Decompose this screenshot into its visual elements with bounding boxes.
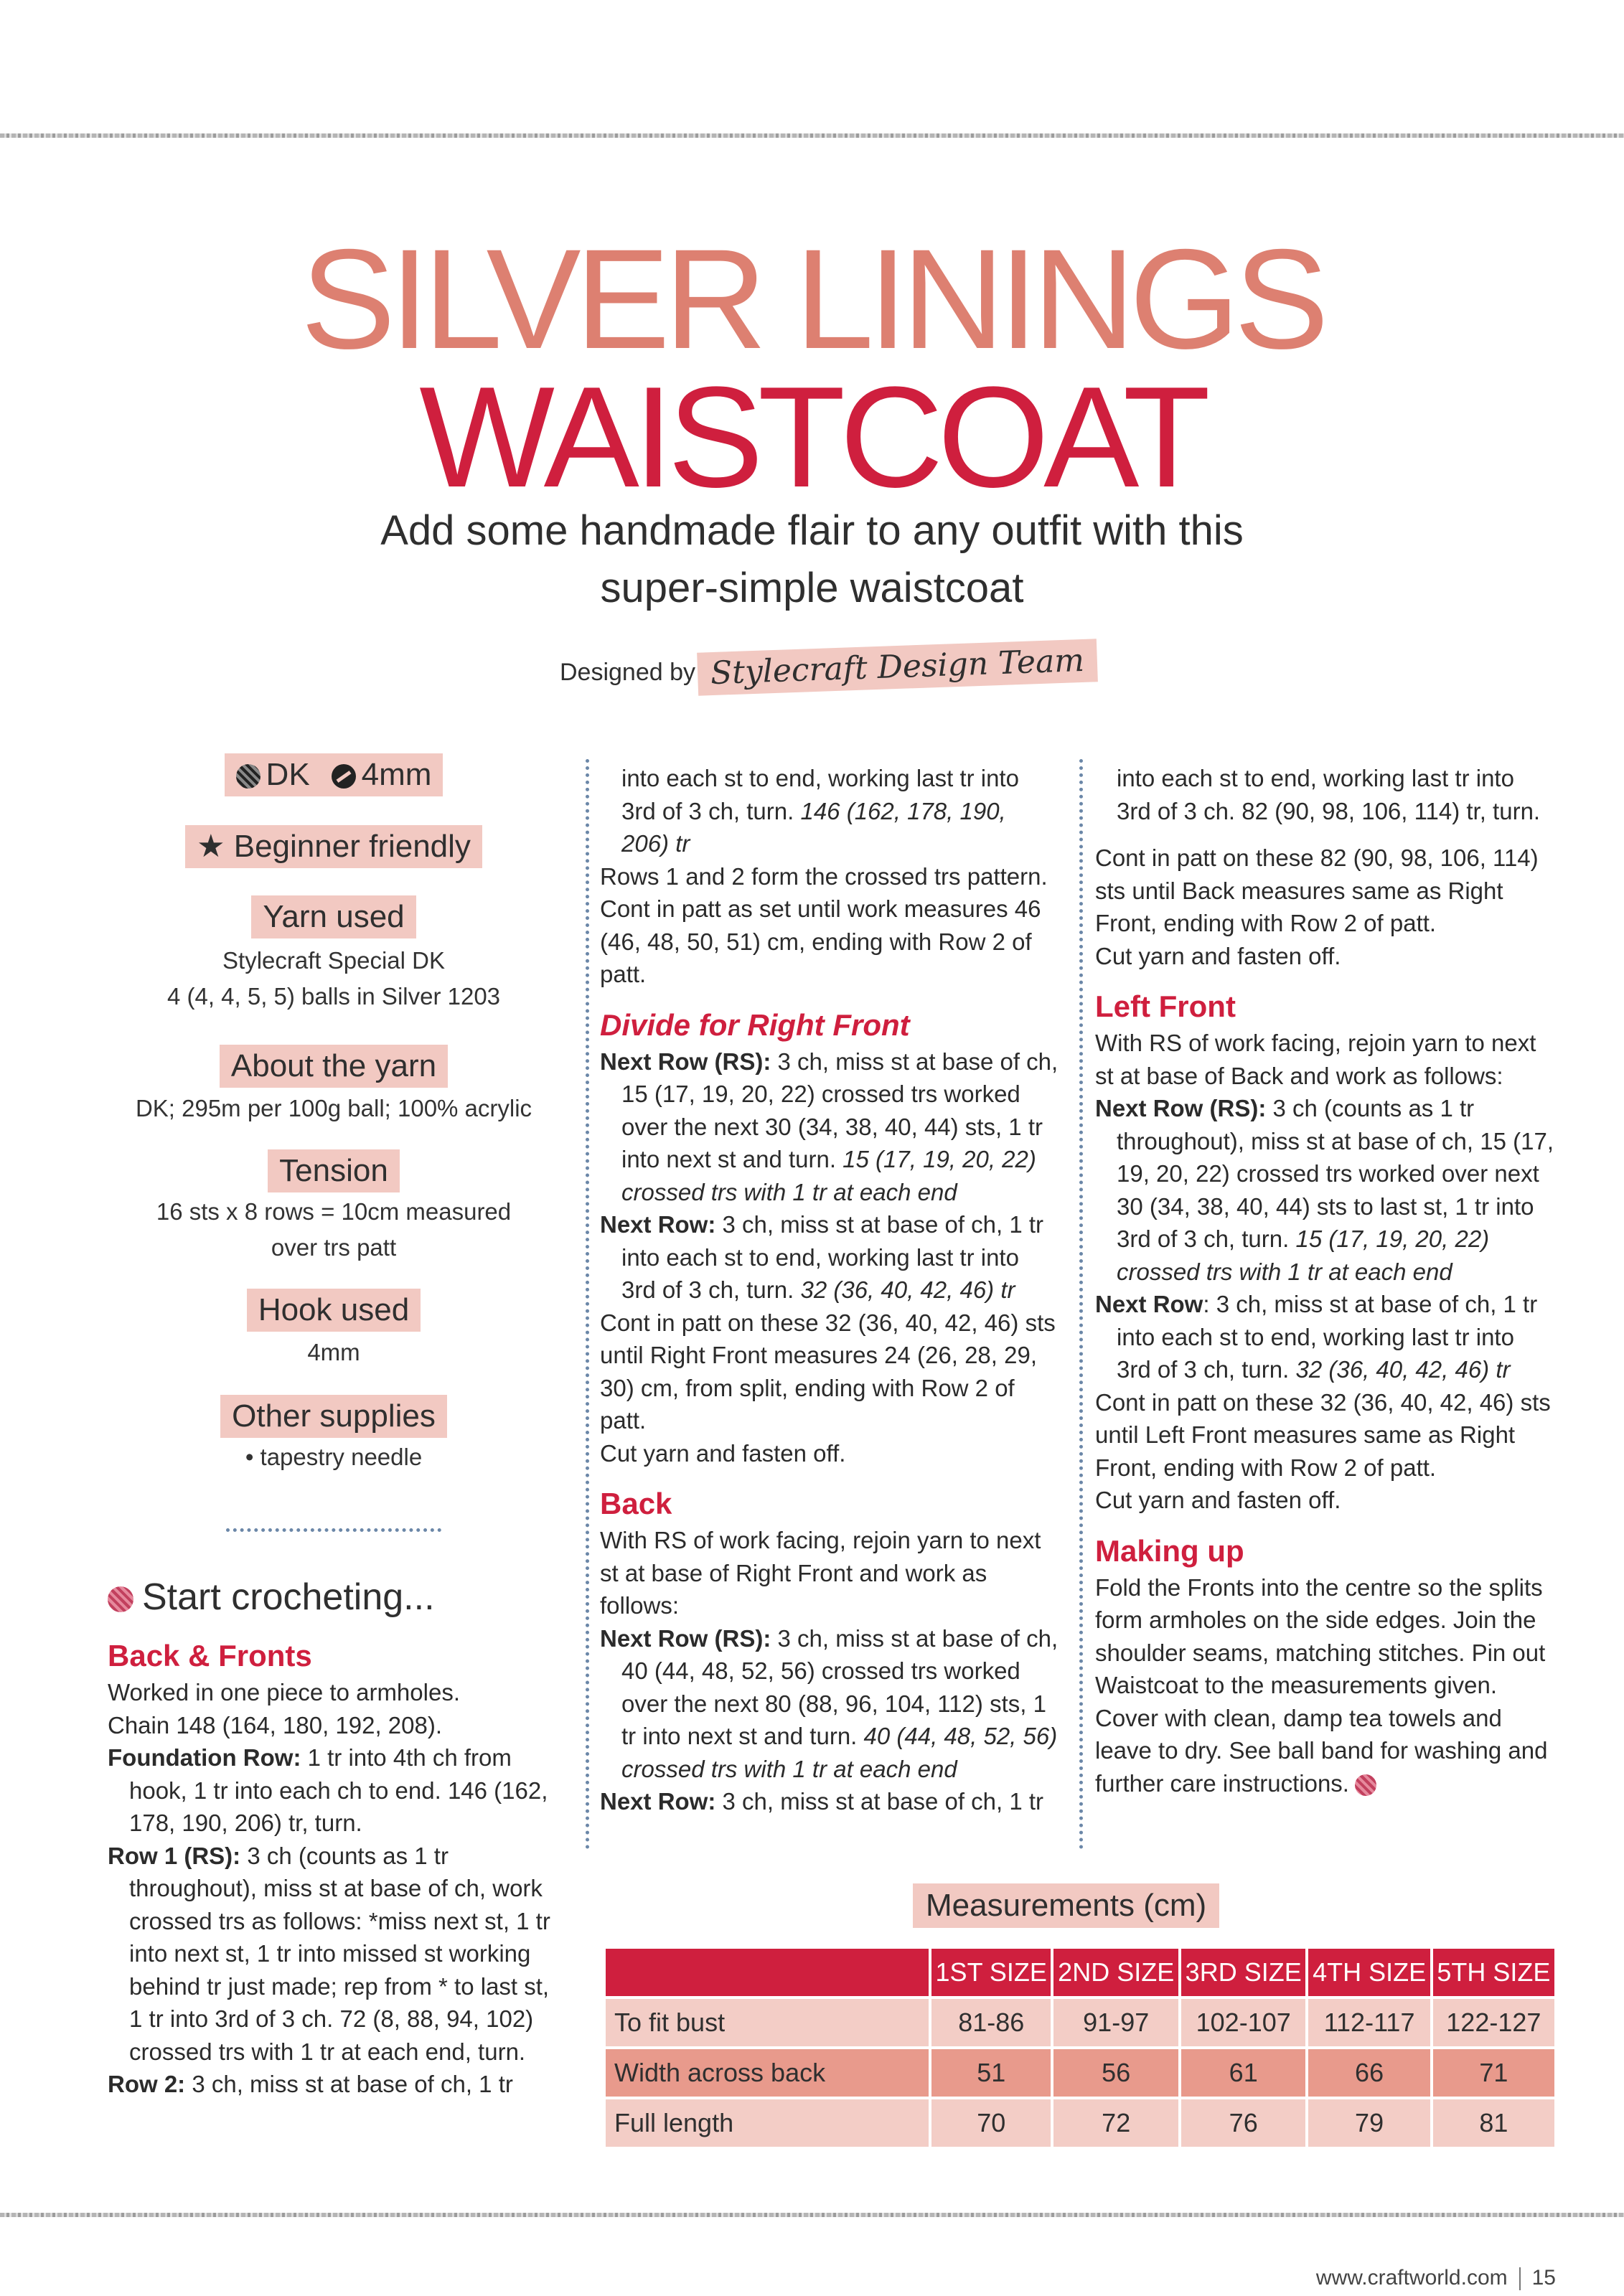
subtitle-line-2: super-simple waistcoat	[600, 565, 1024, 611]
heading-left-front: Left Front	[1095, 989, 1236, 1023]
start-crocheting-heading	[108, 1576, 435, 1619]
about-yarn-tag: About the yarn	[220, 1045, 448, 1088]
para-foundation-row	[108, 1741, 567, 1840]
footer	[1316, 2266, 1556, 2290]
divide-next-row-count: 32 (36, 40, 42, 46) tr	[794, 1276, 1015, 1303]
left-next-row-count: 32 (36, 40, 42, 46) tr	[1289, 1356, 1511, 1383]
measurements-table	[603, 1946, 1557, 2150]
table-cell: 71	[1433, 2049, 1554, 2097]
yarn-used-line-2: 4 (4, 4, 5, 5) balls in Silver 1203	[166, 983, 501, 1010]
yarn-weight: DK	[266, 757, 310, 792]
hook-size: 4mm	[361, 757, 432, 792]
table-cell: 112-117	[1308, 1999, 1430, 2046]
instructions-column-2	[600, 762, 1059, 1818]
para-divide-next-row	[600, 1208, 1059, 1307]
para-row-2	[108, 2068, 567, 2101]
section-divider	[226, 1528, 441, 1532]
back-next-row-rs-count: 40 (44, 48, 52, 56) crossed trs with 1 tr at each end	[621, 1723, 1058, 1782]
row-label: To fit bust	[606, 1999, 929, 2046]
designed-by-label: Designed by	[560, 659, 696, 686]
top-rule	[0, 133, 1624, 138]
start-heading-text: Start crocheting...	[142, 1576, 435, 1618]
row-1-label: Row 1 (RS):	[108, 1842, 241, 1869]
para-back-next-row-rs	[600, 1622, 1059, 1786]
para-back-rejoin: With RS of work facing, rejoin yarn to next st at base of Right Front and work as follows:	[600, 1527, 1041, 1619]
subtitle	[0, 502, 1624, 617]
yarn-used-line-1: Stylecraft Special DK	[222, 947, 445, 974]
back-next-row-text: 3 ch, miss st at base of ch, 1 tr	[715, 1788, 1044, 1815]
table-cell: 72	[1053, 2099, 1178, 2147]
para-cut-yarn-2: Cut yarn and fasten off.	[1095, 942, 1341, 969]
back-next-row-label: Next Row:	[600, 1788, 716, 1815]
measurements-tag: Measurements (cm)	[913, 1883, 1219, 1928]
other-supplies-text: • tapestry needle	[245, 1444, 423, 1470]
table-header-blank	[606, 1949, 929, 1996]
table-cell: 61	[1181, 2049, 1306, 2097]
row-label: Width across back	[606, 2049, 929, 2097]
row-2-label: Row 2:	[108, 2071, 186, 2097]
table-cell: 81	[1433, 2099, 1554, 2147]
tension-tag: Tension	[268, 1149, 400, 1192]
table-cell: 81-86	[931, 1999, 1051, 2046]
yarn-weight-icon	[236, 764, 261, 789]
left-next-row-text: : 3 ch, miss st at base of ch, 1 tr into each st to end, working last tr into 3rd of 3 ch, turn.	[1117, 1291, 1538, 1383]
heading-divide-right-front: Divide for Right Front	[600, 1007, 910, 1042]
title-line-1: SILVER LININGS	[301, 220, 1323, 378]
row-2-text: 3 ch, miss st at base of ch, 1 tr	[185, 2071, 513, 2097]
hook-icon	[332, 764, 356, 789]
yarn-ball-icon	[108, 1586, 133, 1612]
table-cell: 102-107	[1181, 1999, 1306, 2046]
other-supplies-tag: Other supplies	[220, 1395, 447, 1438]
para-row-1	[108, 1840, 567, 2069]
table-cell: 122-127	[1433, 1999, 1554, 2046]
row-label: Full length	[606, 2099, 929, 2147]
para-cont-left-front: Cont in patt on these 32 (36, 40, 42, 46) sts until Left Front measures same as Right Front, ending with Row 2 of patt.	[1095, 1388, 1551, 1481]
table-row	[606, 1999, 1554, 2046]
left-next-row-label: Next Row	[1095, 1291, 1203, 1317]
instructions-column-1	[108, 1636, 567, 2101]
hook-used-tag: Hook used	[247, 1289, 421, 1332]
footer-url[interactable]: www.craftworld.com	[1315, 2266, 1508, 2290]
table-cell: 51	[931, 2049, 1051, 2097]
para-cont-patt: Cont in patt as set until work measures 46 (46, 48, 50, 51) cm, ending with Row 2 of patt.	[600, 895, 1041, 987]
divide-next-row-label: Next Row:	[600, 1211, 716, 1238]
level-label: Beginner friendly	[233, 829, 471, 864]
divide-next-row-rs-text: 3 ch, miss st at base of ch, 15 (17, 19, 20, 22) crossed trs worked over the next 30 (34, 38, 40, 44) sts, 1 tr into next st and turn.	[621, 1048, 1059, 1172]
yarn-used-tag: Yarn used	[251, 895, 416, 938]
row-2-cont-text: into each st to end, working last tr into 3rd of 3 ch, turn.	[621, 765, 1019, 824]
page-number: 15	[1531, 2266, 1556, 2290]
heading-back: Back	[600, 1487, 672, 1520]
para-cont-right-front: Cont in patt on these 32 (36, 40, 42, 46) sts until Right Front measures 24 (26, 28, 29, 30) cm, from split, ending with Row 2 of patt.	[600, 1309, 1056, 1434]
table-cell: 76	[1181, 2099, 1306, 2147]
para-worked-in-one-piece: Worked in one piece to armholes.	[108, 1679, 460, 1705]
heading-making-up: Making up	[1095, 1533, 1244, 1568]
table-cell: 70	[931, 2099, 1051, 2147]
table-header-size-5: 5TH SIZE	[1433, 1949, 1554, 1996]
column-divider-2	[1079, 759, 1083, 1850]
foundation-row-text: 1 tr into 4th ch from hook, 1 tr into each ch to end. 146 (162, 178, 190, 206) tr, turn.	[129, 1744, 548, 1836]
para-chain: Chain 148 (164, 180, 192, 208).	[108, 1711, 443, 1739]
table-header-size-3: 3RD SIZE	[1181, 1949, 1306, 1996]
table-cell: 91-97	[1053, 1999, 1178, 2046]
para-back-next-row	[600, 1785, 1059, 1818]
left-next-row-rs-label: Next Row (RS):	[1095, 1095, 1267, 1121]
para-back-next-row-continued: into each st to end, working last tr into 3rd of 3 ch. 82 (90, 98, 106, 114) tr, turn.	[1117, 765, 1541, 824]
left-next-row-rs-text: 3 ch (counts as 1 tr throughout), miss st at base of ch, 15 (17, 19, 20, 22) crossed trs worked over next 30 (34, 38, 40, 44) sts to last st, 1 tr into 3rd of 3 ch, turn.	[1117, 1095, 1554, 1252]
making-up-text: Fold the Fronts into the centre so the splits form armholes on the side edges. Join the shoulder seams, matching stitches. Pin out Waistcoat to the measurements given. Cover with clean, damp tea towels and leave to dry. See ball band for washing and further care instructions.	[1095, 1573, 1548, 1797]
left-next-row-rs-count: 15 (17, 19, 20, 22) crossed trs with 1 tr at each end	[1117, 1225, 1490, 1285]
heading-back-fronts: Back & Fronts	[108, 1639, 312, 1672]
footer-divider	[1519, 2267, 1521, 2290]
tension-line-1: 16 sts x 8 rows = 10cm measured	[156, 1198, 512, 1225]
para-making-up	[1095, 1571, 1554, 1800]
row-1-text: 3 ch (counts as 1 tr throughout), miss st at base of ch, work crossed trs as follows: *miss next st, 1 tr into next st, 1 tr into missed st working behind tr just made; rep from * to last st, 1 tr into 3rd of 3 ch. 72 (8, 88, 94, 102) crossed trs with 1 tr at each end, turn.	[129, 1842, 550, 2065]
subtitle-line-1: Add some handmade flair to any outfit with this	[380, 507, 1244, 554]
divide-next-row-rs-count: 15 (17, 19, 20, 22) crossed trs with 1 tr at each end	[621, 1146, 1036, 1205]
table-header-size-2: 2ND SIZE	[1053, 1949, 1178, 1996]
para-cut-yarn-3: Cut yarn and fasten off.	[1095, 1487, 1341, 1513]
star-icon: ★	[197, 829, 234, 864]
tension-line-2: over trs patt	[271, 1234, 397, 1261]
divide-next-row-rs-label: Next Row (RS):	[600, 1048, 771, 1075]
row-2-count: 146 (162, 178, 190, 206) tr	[621, 797, 1006, 857]
table-cell: 56	[1053, 2049, 1178, 2097]
para-cut-yarn-1: Cut yarn and fasten off.	[600, 1439, 846, 1467]
weight-hook-tag	[225, 753, 443, 796]
info-column	[108, 753, 560, 1475]
back-next-row-rs-label: Next Row (RS):	[600, 1624, 771, 1652]
para-left-next-row-rs	[1095, 1092, 1554, 1288]
table-header-row	[606, 1949, 1554, 1996]
foundation-row-label: Foundation Row:	[108, 1744, 301, 1771]
about-yarn-text: DK; 295m per 100g ball; 100% acrylic	[135, 1095, 532, 1121]
designer-name: Stylecraft Design Team	[697, 639, 1098, 695]
hook-used-text: 4mm	[307, 1339, 360, 1365]
column-divider-1	[586, 759, 589, 1850]
table-cell: 66	[1308, 2049, 1430, 2097]
table-cell: 79	[1308, 2099, 1430, 2147]
instructions-column-3	[1095, 762, 1554, 1799]
bottom-rule	[0, 2213, 1624, 2217]
para-divide-next-row-rs	[600, 1045, 1059, 1209]
para-rows-form: Rows 1 and 2 form the crossed trs pattern.	[600, 862, 1048, 890]
para-row-2-continued	[600, 762, 1059, 860]
back-next-row-rs-text: 3 ch, miss st at base of ch, 40 (44, 48, 52, 56) crossed trs worked over the next 80 (88, 96, 104, 112) sts, 1 tr into next st and turn.	[621, 1624, 1059, 1749]
level-tag	[185, 825, 482, 868]
para-cont-back: Cont in patt on these 82 (90, 98, 106, 114) sts until Back measures same as Right Front, ending with Row 2 of patt.	[1095, 844, 1539, 936]
para-left-next-row	[1095, 1288, 1554, 1386]
table-header-size-4: 4TH SIZE	[1308, 1949, 1430, 1996]
para-left-front-rejoin: With RS of work facing, rejoin yarn to next st at base of Back and work as follows:	[1095, 1030, 1536, 1089]
end-yarn-ball-icon	[1355, 1774, 1376, 1796]
table-row	[606, 2099, 1554, 2147]
table-row	[606, 2049, 1554, 2097]
title-line-2: WAISTCOAT	[419, 357, 1205, 517]
table-header-size-1: 1ST SIZE	[931, 1949, 1051, 1996]
divide-next-row-text: 3 ch, miss st at base of ch, 1 tr into each st to end, working last tr into 3rd of 3 ch, turn.	[621, 1211, 1044, 1303]
